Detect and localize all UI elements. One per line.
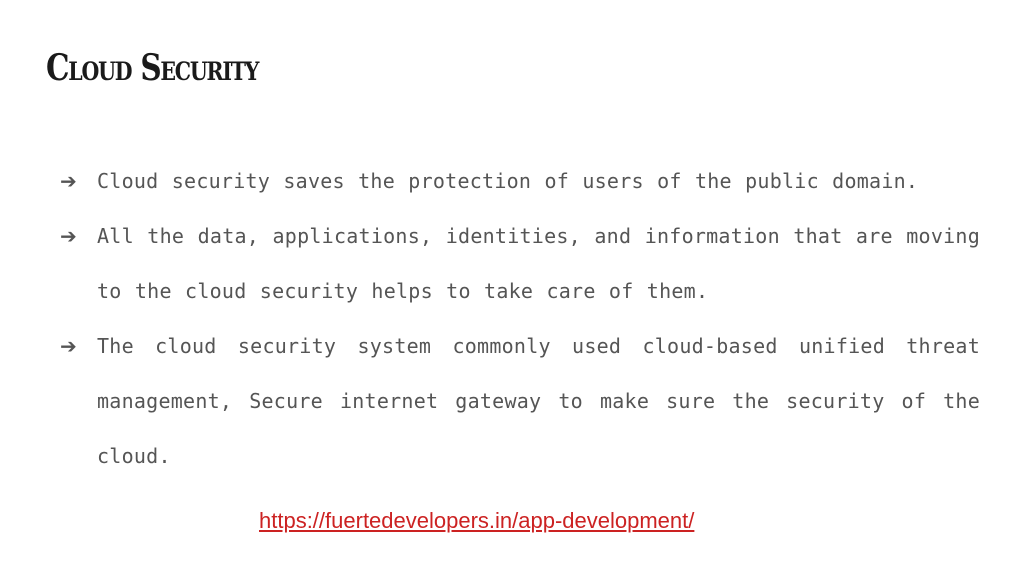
- bullet-text: Cloud security saves the protection of users of the public domain.: [97, 169, 919, 193]
- bullet-item: [60, 154, 980, 209]
- arrow-right-icon: ➔: [60, 169, 77, 193]
- bullet-item: [60, 319, 980, 484]
- bullet-list: [60, 154, 980, 484]
- bullet-item: [60, 209, 980, 319]
- app-development-link[interactable]: https://fuertedevelopers.in/app-development/: [259, 508, 695, 533]
- bullet-text: The cloud security system commonly used cloud-based unified threat management, Secure internet gateway to make sure the security of the cloud.: [97, 334, 980, 468]
- arrow-right-icon: ➔: [60, 334, 77, 358]
- bullet-text: All the data, applications, identities, and information that are moving to the cloud security helps to take care of them.: [97, 224, 980, 303]
- arrow-right-icon: ➔: [60, 224, 77, 248]
- slide-title: Cloud Security: [46, 47, 259, 89]
